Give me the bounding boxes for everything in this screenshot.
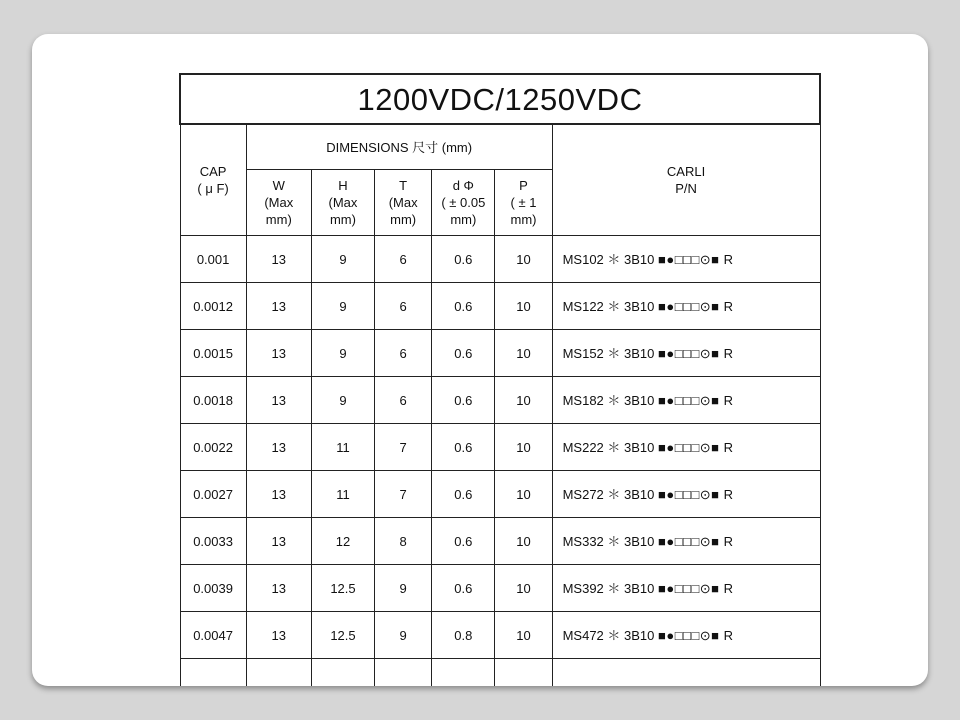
table-row	[180, 565, 820, 612]
part-number-cell	[552, 377, 820, 424]
empty-cell	[552, 659, 820, 687]
cap-cell: 0.0027	[180, 471, 246, 518]
header-cap-label: CAP	[199, 164, 227, 179]
header-w-note: (Max	[264, 195, 294, 210]
d-cell: 0.6	[432, 236, 495, 283]
header-h-note: (Max	[328, 195, 358, 210]
slide-canvas	[32, 34, 928, 686]
table-row-partial	[180, 659, 820, 687]
h-cell: 9	[311, 330, 374, 377]
t-cell: 9	[375, 565, 432, 612]
h-cell: 12	[311, 518, 374, 565]
part-number-code-glyphs: ■●□□□⊙■ R	[658, 627, 734, 643]
t-cell: 9	[375, 612, 432, 659]
part-number-cell	[552, 612, 820, 659]
part-number-base: MS102 ＊ 3B10	[562, 251, 655, 267]
h-cell: 12.5	[311, 612, 374, 659]
header-t-label: T	[399, 178, 408, 193]
h-cell: 11	[311, 471, 374, 518]
part-number-cell	[552, 330, 820, 377]
header-pn-label: P/N	[675, 181, 697, 196]
part-number-base: MS152 ＊ 3B10	[562, 345, 655, 361]
empty-cell	[246, 659, 311, 687]
d-cell: 0.6	[432, 518, 495, 565]
part-number-cell	[552, 518, 820, 565]
header-carli-label: CARLI	[666, 164, 706, 179]
h-cell: 9	[311, 377, 374, 424]
empty-cell	[180, 659, 246, 687]
p-cell: 10	[495, 236, 552, 283]
header-t-note: (Max	[388, 195, 418, 210]
header-w-label: W	[272, 178, 285, 193]
header-d-label: d Φ	[452, 178, 474, 193]
part-number-base: MS222 ＊ 3B10	[562, 439, 655, 455]
cap-cell: 0.001	[180, 236, 246, 283]
table-title: 1200VDC/1250VDC	[180, 74, 820, 124]
part-number-cell	[552, 424, 820, 471]
table-row	[180, 518, 820, 565]
empty-cell	[375, 659, 432, 687]
d-cell: 0.6	[432, 377, 495, 424]
w-cell: 13	[246, 330, 311, 377]
part-number-cell	[552, 565, 820, 612]
part-number-cell	[552, 471, 820, 518]
empty-cell	[311, 659, 374, 687]
header-p-unit: mm)	[510, 212, 537, 227]
spec-sheet	[179, 73, 823, 686]
h-cell: 9	[311, 236, 374, 283]
part-number-code-glyphs: ■●□□□⊙■ R	[658, 298, 734, 314]
t-cell: 7	[375, 471, 432, 518]
part-number-base: MS392 ＊ 3B10	[562, 580, 655, 596]
header-carli	[552, 124, 820, 236]
part-number-code-glyphs: ■●□□□⊙■ R	[658, 392, 734, 408]
d-cell: 0.6	[432, 424, 495, 471]
header-p-note: ( ± 1	[510, 195, 537, 210]
cap-cell: 0.0047	[180, 612, 246, 659]
p-cell: 10	[495, 565, 552, 612]
header-d-unit: mm)	[450, 212, 477, 227]
w-cell: 13	[246, 612, 311, 659]
header-cap	[180, 124, 246, 236]
cap-cell: 0.0018	[180, 377, 246, 424]
d-cell: 0.6	[432, 565, 495, 612]
table-row	[180, 330, 820, 377]
table-row	[180, 283, 820, 330]
w-cell: 13	[246, 471, 311, 518]
w-cell: 13	[246, 518, 311, 565]
part-number-code-glyphs: ■●□□□⊙■ R	[658, 533, 734, 549]
header-d	[432, 170, 495, 236]
part-number-base: MS472 ＊ 3B10	[562, 627, 655, 643]
cap-cell: 0.0012	[180, 283, 246, 330]
empty-cell	[495, 659, 552, 687]
part-number-code-glyphs: ■●□□□⊙■ R	[658, 580, 734, 596]
table-row	[180, 612, 820, 659]
t-cell: 6	[375, 330, 432, 377]
p-cell: 10	[495, 330, 552, 377]
t-cell: 8	[375, 518, 432, 565]
part-number-cell	[552, 283, 820, 330]
part-number-base: MS332 ＊ 3B10	[562, 533, 655, 549]
part-number-base: MS272 ＊ 3B10	[562, 486, 655, 502]
header-p-label: P	[519, 178, 528, 193]
w-cell: 13	[246, 236, 311, 283]
table-row	[180, 424, 820, 471]
empty-cell	[432, 659, 495, 687]
header-t	[375, 170, 432, 236]
part-number-code-glyphs: ■●□□□⊙■ R	[658, 486, 734, 502]
w-cell: 13	[246, 377, 311, 424]
t-cell: 6	[375, 283, 432, 330]
spec-table	[179, 73, 821, 686]
p-cell: 10	[495, 424, 552, 471]
header-w	[246, 170, 311, 236]
cap-cell: 0.0039	[180, 565, 246, 612]
cap-cell: 0.0022	[180, 424, 246, 471]
d-cell: 0.6	[432, 330, 495, 377]
p-cell: 10	[495, 518, 552, 565]
p-cell: 10	[495, 283, 552, 330]
w-cell: 13	[246, 424, 311, 471]
p-cell: 10	[495, 377, 552, 424]
header-t-unit: mm)	[390, 212, 417, 227]
d-cell: 0.6	[432, 283, 495, 330]
header-h-unit: mm)	[329, 212, 356, 227]
header-p	[495, 170, 552, 236]
header-h-label: H	[338, 178, 348, 193]
table-row	[180, 471, 820, 518]
h-cell: 11	[311, 424, 374, 471]
header-w-unit: mm)	[265, 212, 292, 227]
p-cell: 10	[495, 612, 552, 659]
t-cell: 7	[375, 424, 432, 471]
header-d-note: ( ± 0.05	[441, 195, 486, 210]
cap-cell: 0.0015	[180, 330, 246, 377]
d-cell: 0.6	[432, 471, 495, 518]
part-number-base: MS182 ＊ 3B10	[562, 392, 655, 408]
cap-cell: 0.0033	[180, 518, 246, 565]
table-row	[180, 236, 820, 283]
part-number-base: MS122 ＊ 3B10	[562, 298, 655, 314]
table-row	[180, 377, 820, 424]
t-cell: 6	[375, 377, 432, 424]
d-cell: 0.8	[432, 612, 495, 659]
p-cell: 10	[495, 471, 552, 518]
w-cell: 13	[246, 283, 311, 330]
w-cell: 13	[246, 565, 311, 612]
part-number-cell	[552, 236, 820, 283]
h-cell: 9	[311, 283, 374, 330]
part-number-code-glyphs: ■●□□□⊙■ R	[658, 345, 734, 361]
header-dimensions: DIMENSIONS 尺寸 (mm)	[246, 124, 552, 170]
part-number-code-glyphs: ■●□□□⊙■ R	[658, 251, 734, 267]
header-h	[311, 170, 374, 236]
part-number-code-glyphs: ■●□□□⊙■ R	[658, 439, 734, 455]
h-cell: 12.5	[311, 565, 374, 612]
header-cap-unit: ( μ F)	[197, 181, 229, 196]
t-cell: 6	[375, 236, 432, 283]
